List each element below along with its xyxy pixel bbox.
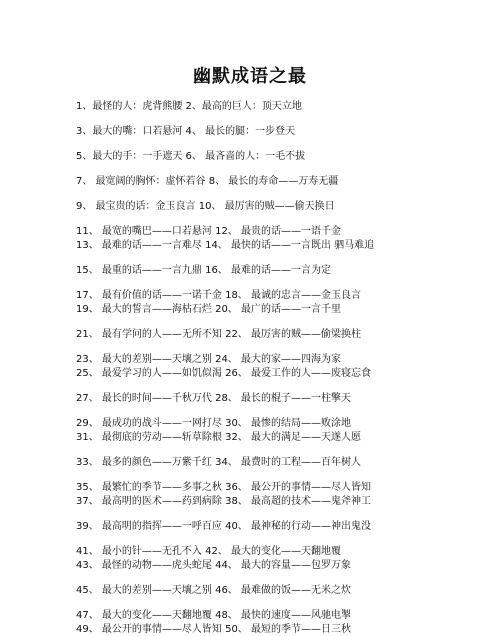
idiom-line: 23、 最大的差别——天壤之别 24、 最大的家——四海为家 [76, 354, 341, 365]
idiom-line: 47、 最大的变化——天翻地覆 48、 最快的速度——风驰电掣 [76, 610, 351, 621]
idiom-line: 7、 最宽阔的胸怀：虚怀若谷 8、 最长的寿命——万寿无疆 [76, 176, 339, 187]
idiom-line: 45、 最大的差别——天壤之别 46、 最难做的饭——无米之炊 [76, 585, 351, 596]
idiom-line: 15、 最重的话——一言九鼎 16、 最难的话——一言为定 [76, 265, 331, 276]
idiom-line: 41、 最小的针——无孔不入 42、 最大的变化——天翻地覆 [76, 546, 341, 557]
idiom-line: 33、 最多的颜色——万紫千红 34、 最费时的工程——百年树人 [76, 457, 361, 468]
idiom-line: 21、 最有学问的人——无所不知 22、 最厉害的贼——偷梁换柱 [76, 329, 361, 340]
idiom-line: 31、 最彻底的劳动——斩草除根 32、 最大的满足——天遂人愿 [76, 432, 361, 443]
idiom-line: 49、 最公开的事情——尽人皆知 50、 最短的季节——日三秋 [76, 624, 351, 635]
idiom-line: 27、 最长的时间——千秋万代 28、 最长的棍子——一柱擎天 [76, 393, 351, 404]
idiom-line: 19、 最大的誓言——海枯石烂 20、 最广的话——一言千里 [76, 304, 341, 315]
idiom-line: 29、 最成功的战斗——一网打尽 30、 最惨的结局——败涂地 [76, 418, 351, 429]
idiom-line: 25、 最爱学习的人——如饥似渴 26、 最爱工作的人——废寝忘食 [76, 368, 371, 379]
idiom-line: 39、 最高明的指挥——一呼百应 40、 最神秘的行动——神出鬼没 [76, 521, 371, 532]
idiom-line: 9、 最宝贵的话：金玉良言 10、 最厉害的贼——偷天换日 [76, 201, 335, 212]
idiom-line: 3、最大的嘴：口若悬河 4、 最长的腿：一步登天 [76, 126, 296, 137]
idiom-line: 1、最怪的人：虎背熊腰 2、最高的巨人：顶天立地 [76, 101, 302, 112]
page-title: 幽默成语之最 [193, 66, 307, 87]
idiom-line: 37、 最高明的医术——药到病除 38、 最高超的技术——鬼斧神工 [76, 496, 371, 507]
idiom-line: 13、 最难的话——一言难尽 14、 最快的话——一言既出 驷马难追 [76, 240, 375, 251]
idiom-line: 43、 最怪的动物——虎头蛇尾 44、 最大的容量——包罗万象 [76, 560, 351, 571]
idiom-line: 5、最大的手：一手遮天 6、 最吝啬的人：一毛不拔 [76, 151, 306, 162]
idiom-line: 35、 最繁忙的季节——多事之秋 36、 最公开的事情——尽人皆知 [76, 482, 371, 493]
idiom-line: 17、 最有价值的话——一诺千金 18、 最诚的忠言——金玉良言 [76, 290, 361, 301]
idiom-line: 11、 最宽的嘴巴——口若悬河 12、 最贵的话——一语千金 [76, 226, 341, 237]
